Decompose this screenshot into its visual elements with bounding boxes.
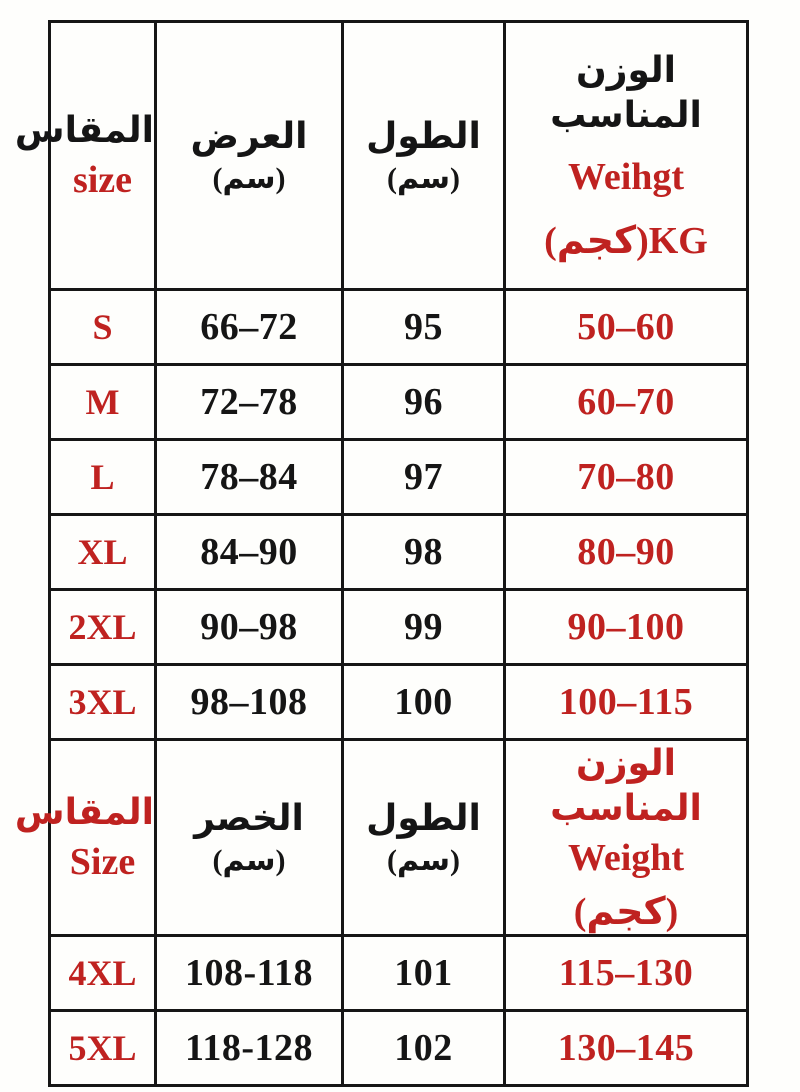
length-cell [343, 665, 505, 740]
width-value: 84–90 [200, 531, 298, 573]
weight-value: 100–115 [558, 681, 694, 723]
length-value: 95 [404, 306, 443, 348]
header2-weight [505, 740, 748, 936]
header2-waist-unit: (سم) [212, 844, 286, 878]
header-weight [505, 22, 748, 290]
header2-waist-arabic: الخصر [194, 798, 304, 839]
header2-weight-kg: (كجم) [573, 890, 679, 933]
header2-length-arabic: الطول [366, 798, 481, 839]
header-size-arabic: المقاس [14, 110, 154, 151]
width-value: 98–108 [190, 681, 308, 723]
length-value: 97 [404, 456, 443, 498]
width-cell [156, 1011, 343, 1086]
header-row-bottom [50, 740, 748, 936]
weight-cell [505, 1011, 748, 1086]
header-length-unit: (سم) [386, 162, 460, 195]
header2-size-english: Size [69, 841, 136, 884]
header2-size-arabic: المقاس [14, 792, 154, 833]
header2-weight-arabic: الوزن المناسب [550, 743, 702, 828]
weight-value: 90–100 [567, 606, 685, 648]
width-cell [156, 665, 343, 740]
header-length [343, 22, 505, 290]
weight-value: 130–145 [557, 1027, 695, 1070]
weight-cell [505, 440, 748, 515]
header-row-top [50, 22, 748, 290]
length-cell [343, 440, 505, 515]
size-cell [50, 936, 156, 1011]
size-cell [50, 1011, 156, 1086]
width-cell [156, 365, 343, 440]
table-row [50, 1011, 748, 1086]
width-value: 90–98 [200, 606, 298, 648]
width-value: 118-128 [184, 1027, 314, 1070]
header2-length [343, 740, 505, 936]
size-value: 2XL [68, 607, 137, 647]
width-cell [156, 440, 343, 515]
size-value: XL [77, 532, 128, 572]
header-weight-english: Weihgt [567, 155, 685, 198]
size-cell [50, 590, 156, 665]
weight-value: 70–80 [577, 456, 675, 498]
size-value: 5XL [68, 1028, 137, 1069]
table-row [50, 365, 748, 440]
size-cell [50, 290, 156, 365]
header-weight-arabic-line1: الوزن [576, 49, 676, 90]
width-value: 66–72 [200, 306, 298, 348]
header-width-unit: (سم) [212, 162, 286, 195]
size-value: L [90, 457, 115, 497]
width-cell [156, 290, 343, 365]
width-value: 78–84 [200, 456, 298, 498]
length-cell [343, 1011, 505, 1086]
length-cell [343, 936, 505, 1011]
size-cell [50, 440, 156, 515]
width-value: 72–78 [200, 381, 298, 423]
length-value: 101 [394, 952, 453, 995]
weight-value: 115–130 [558, 952, 694, 995]
size-value: M [85, 382, 120, 422]
header-weight-kg: KG(كجم) [544, 219, 708, 262]
weight-cell [505, 515, 748, 590]
size-cell [50, 515, 156, 590]
weight-value: 50–60 [577, 306, 675, 348]
width-cell [156, 515, 343, 590]
header-width [156, 22, 343, 290]
width-cell [156, 590, 343, 665]
table-row [50, 936, 748, 1011]
length-value: 96 [404, 381, 443, 423]
header-size [14, 22, 156, 290]
header-weight-arabic-line2: المناسب [550, 94, 702, 135]
weight-cell [505, 665, 748, 740]
length-cell [343, 290, 505, 365]
header2-size [14, 740, 156, 936]
table-row [50, 440, 748, 515]
table-row [50, 290, 748, 365]
table-row [50, 515, 748, 590]
length-cell [343, 515, 505, 590]
weight-cell [505, 365, 748, 440]
header2-waist [156, 740, 343, 936]
length-value: 100 [394, 681, 453, 723]
length-cell [343, 590, 505, 665]
table-row [50, 665, 748, 740]
size-cell [50, 665, 156, 740]
length-value: 99 [404, 606, 443, 648]
length-value: 98 [404, 531, 443, 573]
weight-value: 80–90 [577, 531, 675, 573]
header2-length-unit: (سم) [386, 844, 460, 878]
weight-cell [505, 590, 748, 665]
header-size-english: size [72, 159, 133, 202]
size-value: 3XL [68, 682, 137, 722]
header2-weight-english: Weight [567, 837, 685, 879]
weight-cell [505, 290, 748, 365]
size-value: 4XL [68, 953, 137, 994]
size-value: S [92, 307, 113, 347]
header-width-arabic: العرض [190, 116, 308, 156]
size-cell [50, 365, 156, 440]
width-cell [156, 936, 343, 1011]
length-value: 102 [394, 1027, 453, 1070]
length-cell [343, 365, 505, 440]
header-length-arabic: الطول [366, 116, 481, 156]
table-row [50, 590, 748, 665]
weight-cell [505, 936, 748, 1011]
width-value: 108-118 [184, 952, 314, 995]
size-chart-table [14, 20, 749, 1087]
weight-value: 60–70 [577, 381, 675, 423]
